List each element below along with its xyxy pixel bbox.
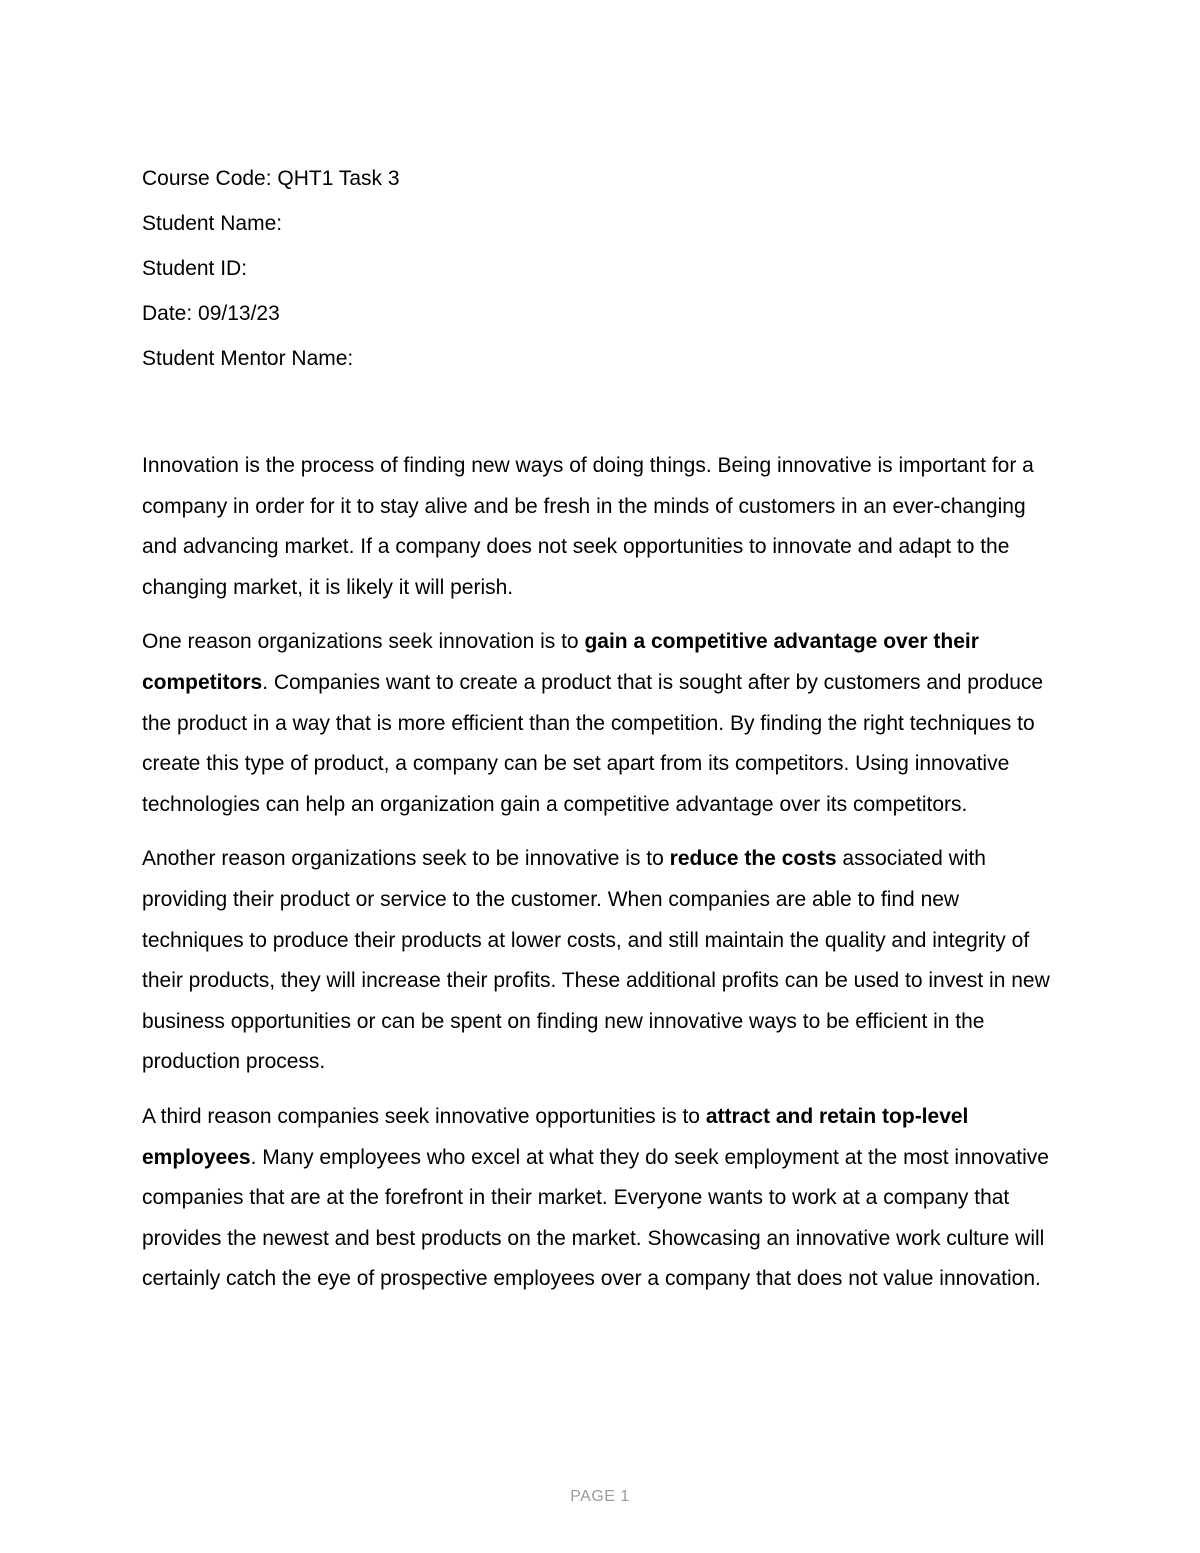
- document-header: [142, 166, 1058, 391]
- student-name: Student Name:: [142, 212, 283, 235]
- paragraph-text: A third reason companies seek innovative opportunities is to: [142, 1104, 706, 1128]
- date: Date: 09/13/23: [142, 302, 280, 325]
- mentor-name: Student Mentor Name:: [142, 347, 354, 370]
- paragraph-reduce-costs: [142, 839, 1062, 1083]
- paragraph-text: associated with providing their product or service to the customer. When companies are able to find new techniques to produce their products at lower costs, and still maintain the quality and integrity of their products, they will increase their profits. These additional profits can be used to invest in new business opportunities or can be spent on finding new innovative ways to be efficient in the production process.: [142, 847, 1050, 1074]
- page-number: PAGE 1: [570, 1488, 630, 1505]
- paragraph-text: One reason organizations seek innovation is to: [142, 630, 585, 654]
- paragraph-text: . Companies want to create a product that is sought after by customers and produce the product in a way that is more efficient than the competition. By finding the right techniques to create this type of product, a company can be set apart from its competitors. Using innovative technologies can help an organization gain a competitive advantage over its competitors.: [142, 670, 1044, 816]
- paragraph-employees: [142, 1097, 1062, 1300]
- key-phrase: gain a competitive advantage over their competitors: [142, 630, 979, 694]
- key-phrase: reduce the costs: [669, 847, 837, 871]
- paragraph-intro: [142, 446, 1062, 608]
- paragraph-competitive-advantage: [142, 622, 1062, 825]
- paragraph-intro-text: Innovation is the process of finding new ways of doing things. Being innovative is important for a company in order for it to stay alive and be fresh in the minds of customers in an ever-changing and advancing market. If a company does not seek opportunities to innovate and adapt to the changing market, it is likely it will perish.: [142, 454, 1034, 599]
- paragraph-text: . Many employees who excel at what they do seek employment at the most innovative companies that are at the forefront in their market. Everyone wants to work at a company that provides the newest and best products on the market. Showcasing an innovative work culture will certainly catch the eye of prospective employees over a company that does not value innovation.: [142, 1145, 1049, 1291]
- document-body: [142, 446, 1062, 1314]
- course-code: Course Code: QHT1 Task 3: [142, 167, 400, 190]
- key-phrase: attract and retain top-level employees: [142, 1104, 969, 1169]
- paragraph-text: Another reason organizations seek to be innovative is to: [142, 847, 670, 871]
- student-id: Student ID:: [142, 257, 248, 280]
